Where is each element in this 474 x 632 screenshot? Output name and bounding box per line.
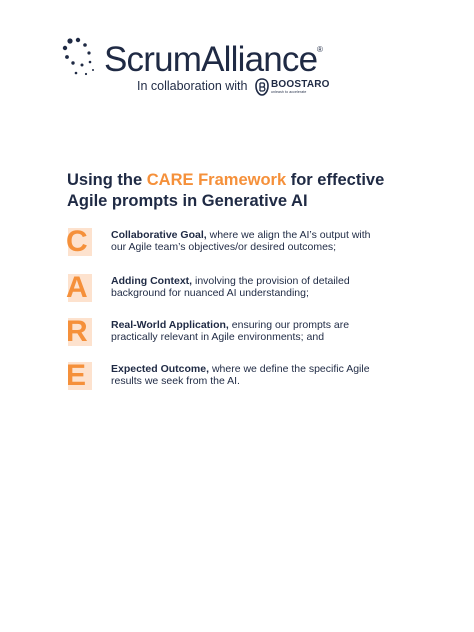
- care-text: where we align the AI’s output with our Agile team’s objectives/or desired outcomes;: [111, 229, 371, 253]
- title-part-1: Using the: [67, 171, 147, 189]
- care-letter: A: [66, 271, 88, 304]
- care-letter: E: [66, 359, 87, 392]
- page-title: [67, 170, 407, 212]
- care-item-c: [66, 225, 386, 268]
- care-letter: C: [66, 225, 88, 258]
- brand-name: ScrumAlliance: [104, 40, 318, 79]
- care-description: [111, 319, 371, 343]
- scrumalliance-logo-icon: [62, 36, 104, 82]
- partner-name: BOOSTARO: [271, 78, 330, 90]
- title-part-2: for effective Agile prompts in Generative AI: [67, 171, 385, 210]
- care-item-r: [66, 315, 386, 358]
- care-description: [111, 229, 371, 253]
- care-item-a: [66, 271, 386, 314]
- care-text: involving the provision of detailed background for nuanced AI understanding;: [111, 275, 350, 299]
- registered-mark: ®: [317, 45, 323, 54]
- care-description: [111, 363, 371, 387]
- care-item-e: [66, 359, 386, 402]
- header: [0, 0, 474, 110]
- care-text: where we define the specific Agile results we seek from the AI.: [111, 363, 370, 387]
- title-accent: CARE Framework: [146, 171, 287, 189]
- boostaro-logo-icon: [255, 78, 269, 96]
- partner-logo: [255, 77, 330, 97]
- partner-tagline: unleash to accelerate: [271, 89, 307, 94]
- care-description: [111, 275, 371, 299]
- care-title: Adding Context,: [111, 275, 193, 287]
- care-text: ensuring our prompts are practically relevant in Agile environments; and: [111, 319, 350, 343]
- care-title: Collaborative Goal,: [111, 229, 207, 241]
- care-title: Expected Outcome,: [111, 363, 210, 375]
- care-letter: R: [66, 315, 88, 348]
- collab-text: In collaboration with: [137, 79, 248, 93]
- care-title: Real-World Application,: [111, 319, 229, 331]
